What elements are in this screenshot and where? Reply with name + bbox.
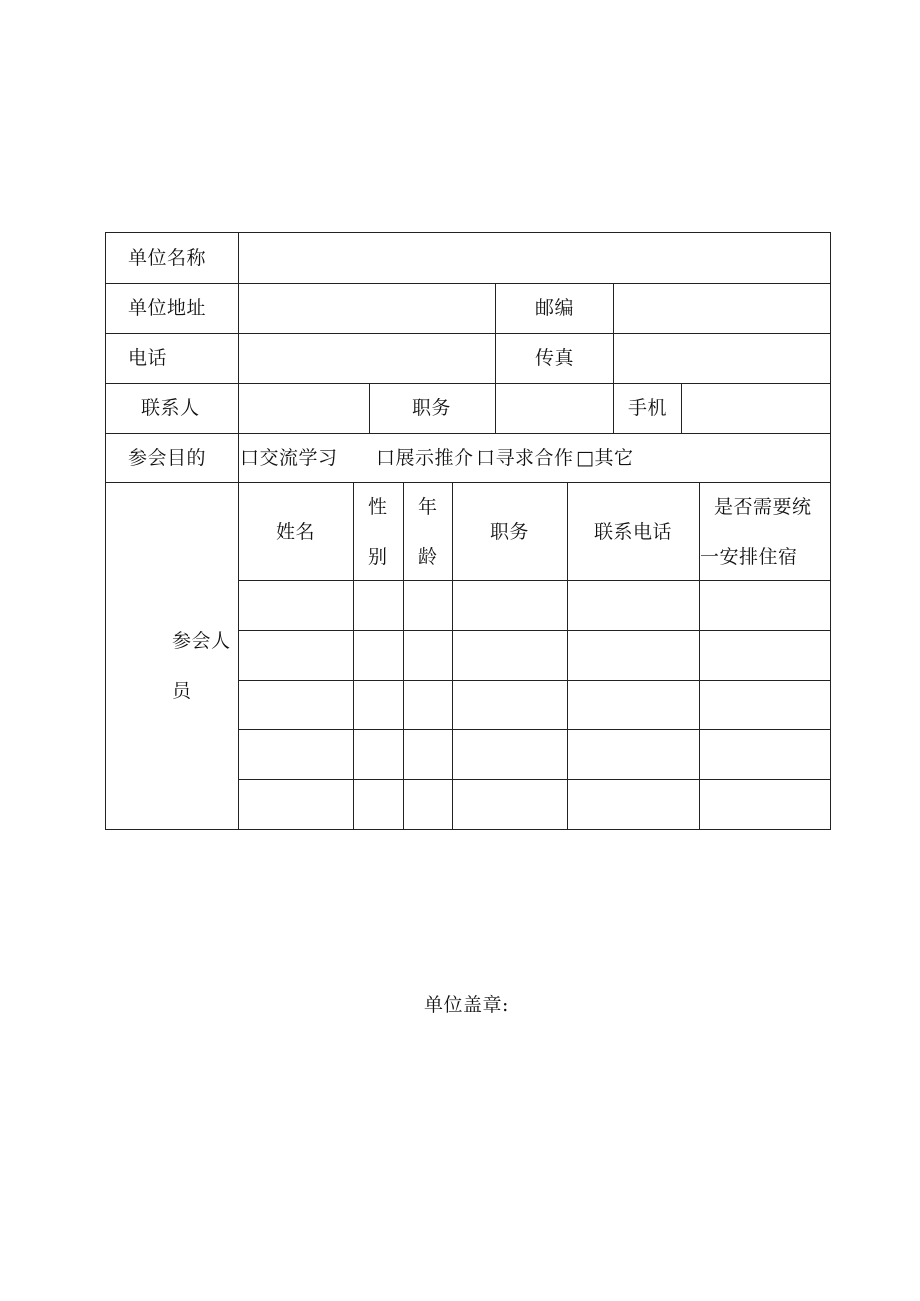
column-divider	[681, 383, 682, 433]
position-field[interactable]	[497, 385, 611, 431]
attendee-row[interactable]	[240, 781, 828, 827]
attendee-row[interactable]	[240, 632, 828, 678]
mobile-label: 手机	[628, 397, 668, 419]
contact-label: 联系人	[141, 397, 200, 419]
row-divider	[238, 630, 830, 631]
row-divider	[106, 283, 830, 284]
company-name-field[interactable]	[240, 235, 828, 281]
address-field[interactable]	[240, 285, 493, 331]
header-gender: 性	[368, 496, 388, 518]
column-divider	[495, 383, 496, 433]
contact-field[interactable]	[240, 385, 367, 431]
row-divider	[238, 729, 830, 730]
attendee-row[interactable]	[240, 731, 828, 777]
company-stamp-label: 单位盖章:	[424, 994, 509, 1016]
header-position: 职务	[490, 521, 530, 543]
header-name: 姓名	[276, 521, 316, 543]
column-divider	[495, 283, 496, 383]
purpose-option-other[interactable]: □其它	[576, 447, 634, 469]
fax-label: 传真	[535, 347, 575, 369]
header-age: 年	[418, 496, 438, 518]
header-gender-2: 别	[368, 546, 388, 568]
column-divider	[613, 383, 614, 433]
attendees-label-line2: 员	[172, 680, 192, 702]
phone-label: 电话	[128, 347, 168, 369]
row-divider	[106, 383, 830, 384]
column-divider	[238, 233, 239, 829]
purpose-label: 参会目的	[128, 447, 207, 469]
header-phone: 联系电话	[594, 521, 673, 543]
row-divider	[238, 779, 830, 780]
company-name-label: 单位名称	[128, 247, 207, 269]
fax-field[interactable]	[615, 335, 828, 381]
header-lodging-2: 一安排住宿	[700, 546, 798, 568]
purpose-option-exchange[interactable]: 口交流学习	[240, 447, 338, 469]
attendees-label: 参会人	[172, 630, 231, 652]
column-divider	[369, 383, 370, 433]
attendee-row[interactable]	[240, 582, 828, 628]
purpose-option-showcase[interactable]: 口展示推介	[376, 447, 474, 469]
position-label: 职务	[412, 397, 452, 419]
row-divider	[106, 482, 830, 483]
row-divider	[106, 333, 830, 334]
registration-form	[105, 232, 831, 830]
postcode-field[interactable]	[615, 285, 828, 331]
mobile-field[interactable]	[683, 385, 828, 431]
attendee-row[interactable]	[240, 682, 828, 727]
row-divider	[106, 433, 830, 434]
row-divider	[238, 580, 830, 581]
column-divider	[613, 283, 614, 383]
row-divider	[238, 680, 830, 681]
address-label: 单位地址	[128, 297, 207, 319]
header-lodging: 是否需要统	[714, 496, 812, 518]
postcode-label: 邮编	[535, 297, 575, 319]
header-age-2: 龄	[418, 546, 438, 568]
purpose-option-cooperation[interactable]: 口寻求合作	[476, 447, 574, 469]
phone-field[interactable]	[240, 335, 493, 381]
